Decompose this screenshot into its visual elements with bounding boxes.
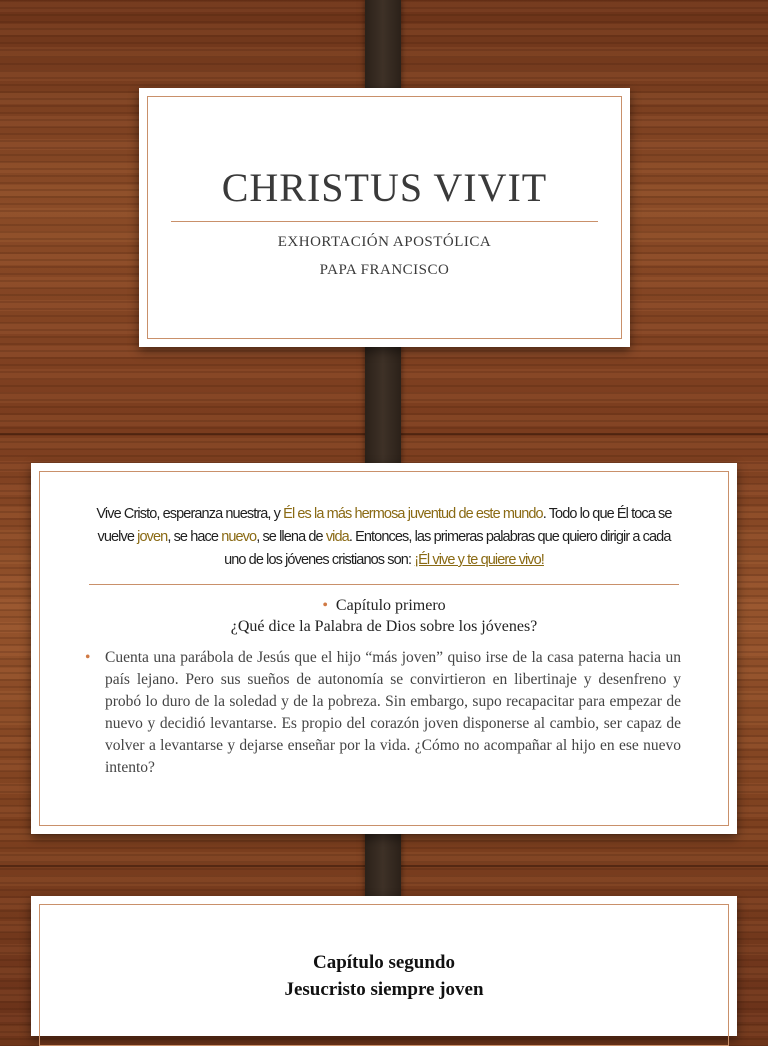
document-title: CHRISTUS VIVIT xyxy=(221,165,548,210)
document-subtitle: EXHORTACIÓN APOSTÓLICA xyxy=(277,234,492,250)
hanging-strap-top xyxy=(365,0,401,92)
intro-highlight: Él es la más hermosa juventud de este mundo xyxy=(283,506,543,522)
chapter-two-title: Jesucristo siempre joven xyxy=(284,979,484,1000)
intro-divider xyxy=(89,584,679,585)
intro-text xyxy=(93,503,675,572)
chapter-one-paragraph: Cuenta una parábola de Jesús que el hijo “más joven” quiso irse de la casa paterna hacia un país lejano. Pero sus sueños de autonomía se convirtieron en libertinaje y desenfreno y probó lo duro de la soledad y de la pobreza. Sin embargo, supo recapacitar para empezar de nuevo y decidió levantarse. Es propio del corazón joven disponerse al cambio, ser capaz de volver a levantarse y dejarse enseñar por la vida. ¿Cómo no acompañar al hijo en ese nuevo intento? xyxy=(105,649,681,776)
chapter-two-card-frame xyxy=(39,904,729,1046)
intro-highlight-underlined: ¡Él vive y te quiere vivo! xyxy=(414,552,544,568)
intro-highlight: joven xyxy=(137,529,168,545)
chapter-one-card xyxy=(31,463,737,834)
bullet-dot: • xyxy=(85,649,91,666)
chapter-two-card xyxy=(31,896,737,1036)
intro-text-part: Vive Cristo, esperanza nuestra, y xyxy=(96,506,284,522)
hanging-strap-middle xyxy=(365,328,401,480)
title-card-frame xyxy=(147,96,622,339)
title-card xyxy=(139,88,630,347)
intro-text-part: , se hace xyxy=(167,529,222,545)
title-divider xyxy=(171,221,598,222)
intro-text-part: . Entonces, las primeras palabras que quiero dirigir a cada uno de los jóvenes cristianos son: xyxy=(224,529,671,568)
chapter-one-label-text: Capítulo primero xyxy=(335,597,446,614)
intro-text-part: , se llena de xyxy=(256,529,326,545)
document-author: PAPA FRANCISCO xyxy=(319,262,450,278)
intro-highlight: vida xyxy=(325,529,349,545)
chapter-two-label: Capítulo segundo xyxy=(312,952,456,973)
intro-highlight: nuevo xyxy=(221,529,257,545)
chapter-one-question: ¿Qué dice la Palabra de Dios sobre los jóvenes? xyxy=(230,618,538,635)
chapter-one-label xyxy=(31,597,737,615)
intro-text-part: . Todo lo que Él toca se vuelve xyxy=(97,506,672,545)
bullet-dot: • xyxy=(322,597,328,614)
